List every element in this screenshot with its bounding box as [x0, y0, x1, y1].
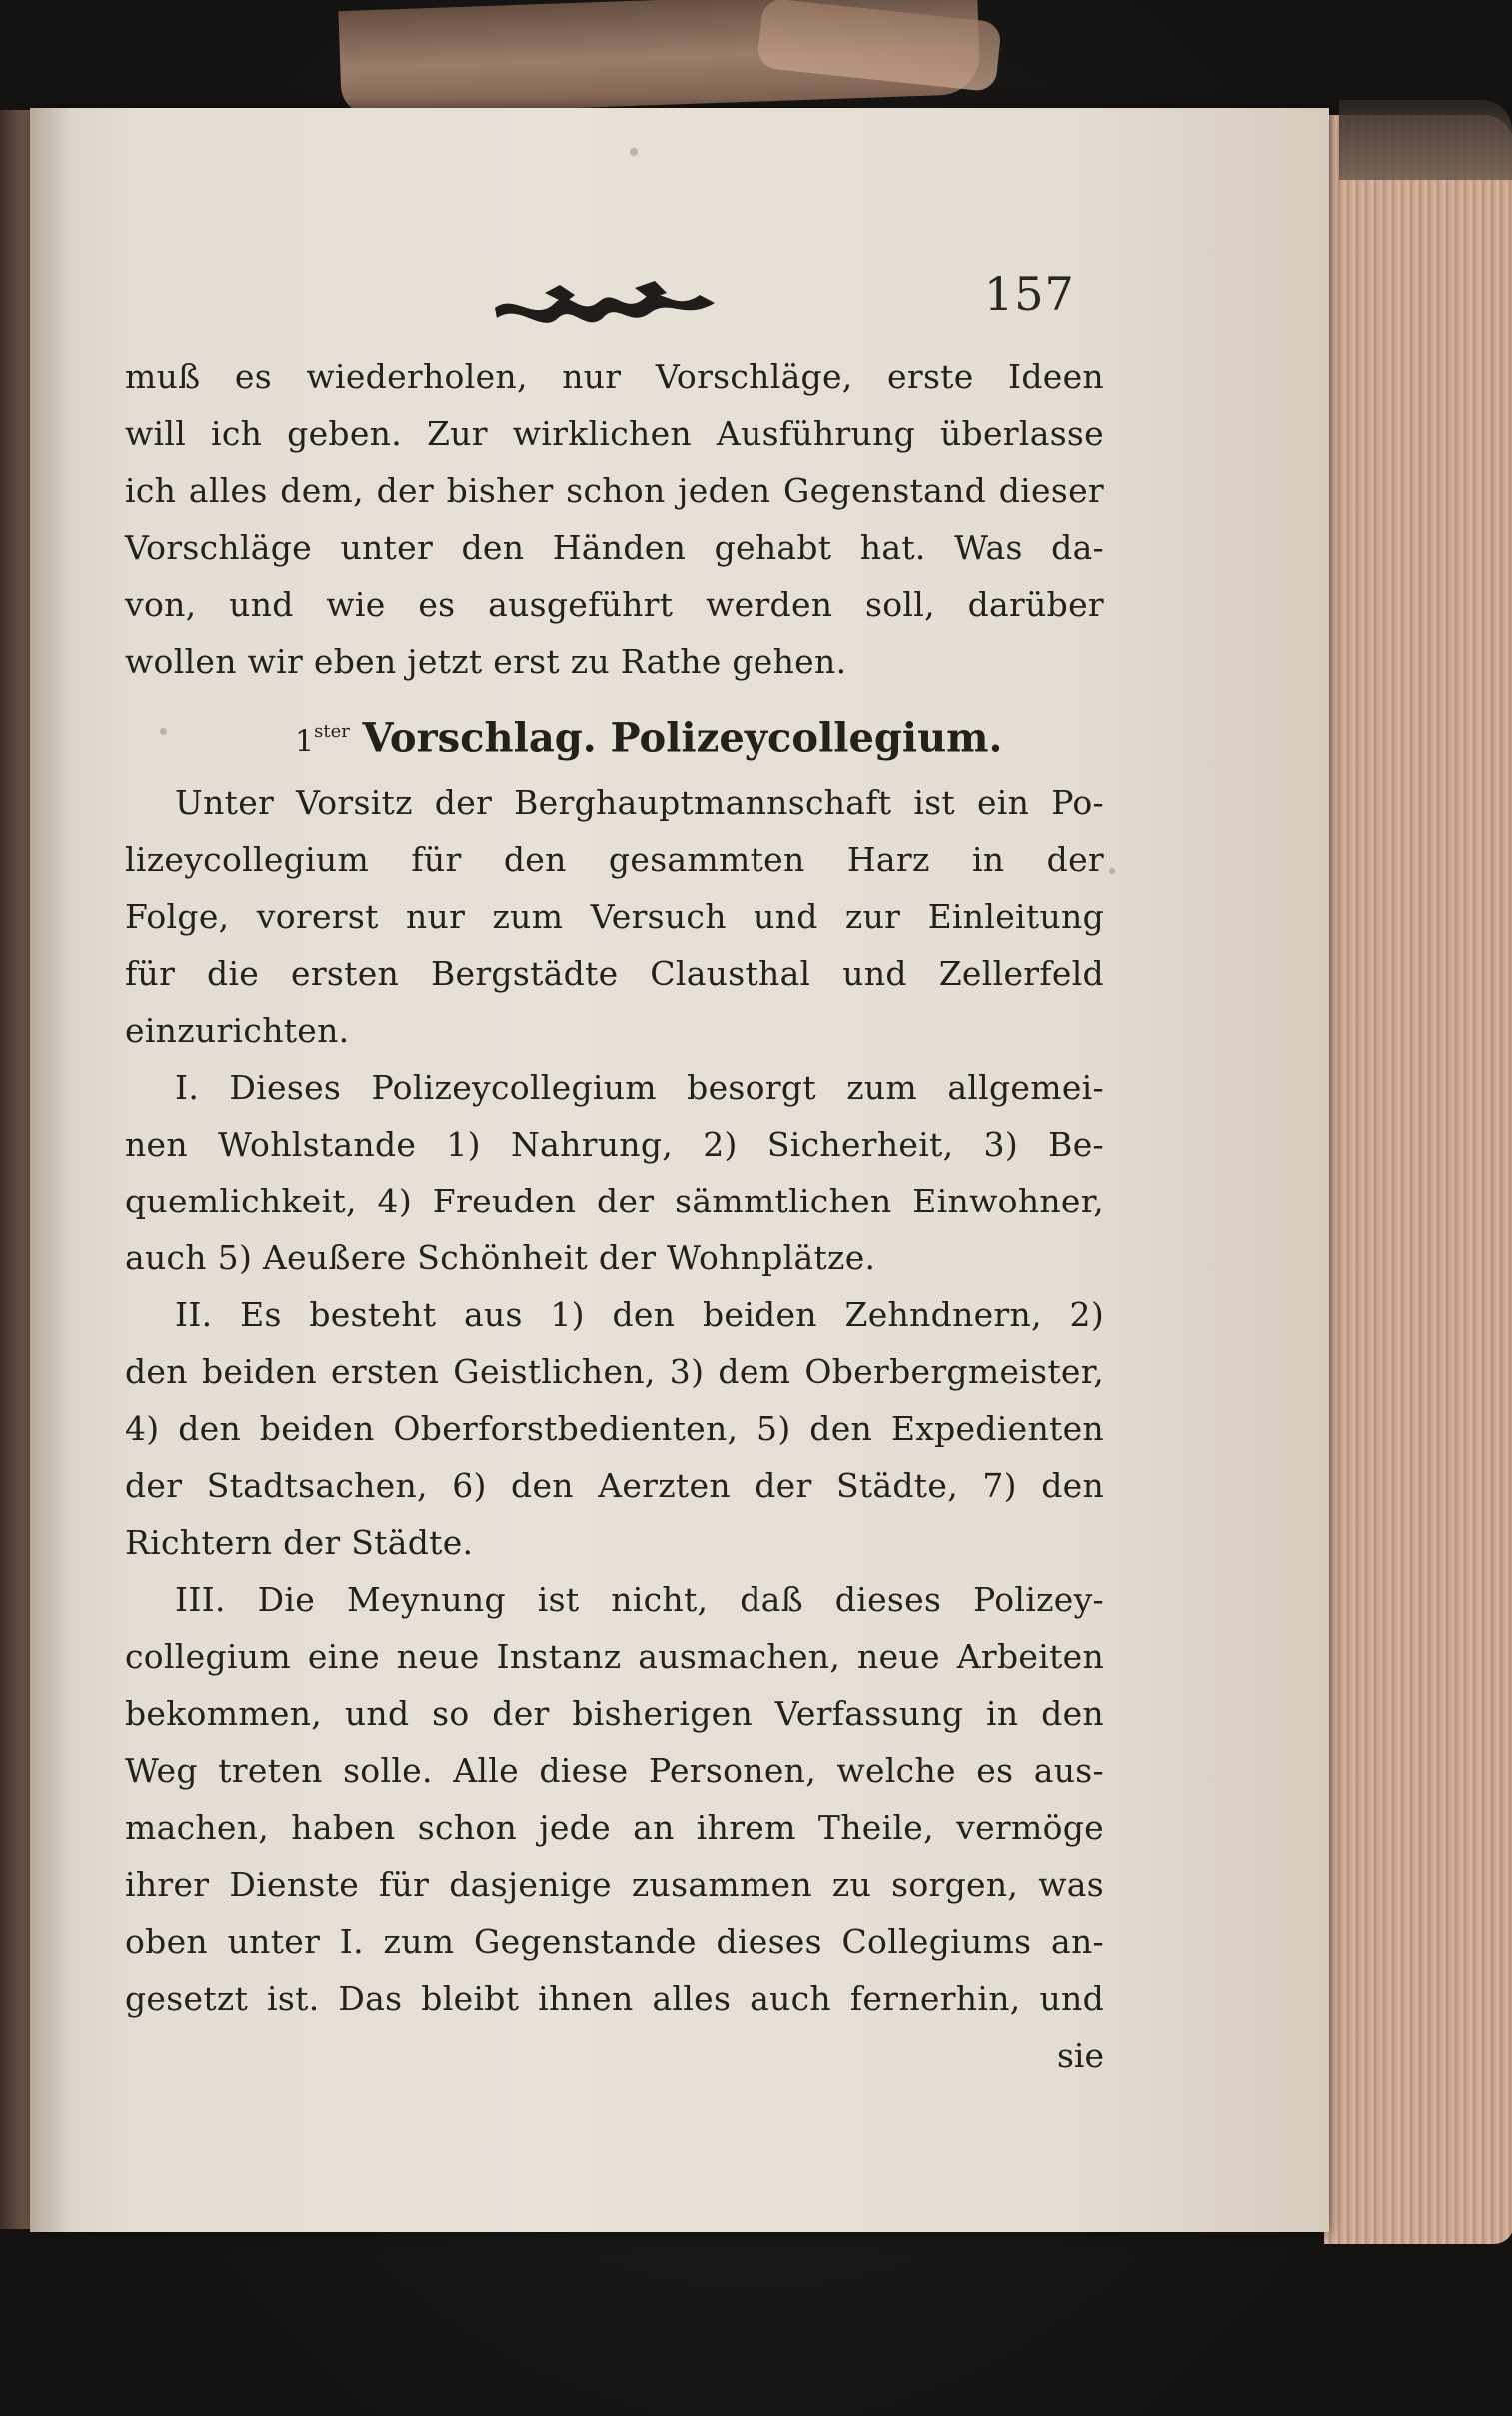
- text-line: Unter Vorsitz der Berghauptmannschaft ist ein Po-: [175, 783, 1104, 822]
- text-line: oben unter I. zum Gegenstande dieses Collegiums an-: [125, 1922, 1104, 1961]
- text-line: auch 5) Aeußere Schönheit der Wohnplätze.: [125, 1238, 876, 1277]
- ornament-icon: [485, 273, 725, 333]
- text-line: III. Die Meynung ist nicht, daß dieses Polizey-: [175, 1580, 1104, 1619]
- left-page-edge: [0, 110, 30, 2229]
- heading-ordinal-suffix: ster: [314, 721, 350, 742]
- heading-number: 1: [295, 724, 315, 760]
- text-line: von, und wie es ausgeführt werden soll, darüber: [125, 585, 1104, 624]
- text-line: Weg treten solle. Alle diese Personen, welche es aus-: [125, 1751, 1104, 1790]
- text-line: lizeycollegium für den gesammten Harz in der: [125, 840, 1104, 879]
- book-page: [30, 108, 1329, 2232]
- text-line: I. Dieses Polizeycollegium besorgt zum allgemei-: [175, 1068, 1104, 1107]
- text-line: gesetzt ist. Das bleibt ihnen alles auch fernerhin, und: [125, 1979, 1104, 2018]
- text-line: muß es wiederholen, nur Vorschläge, erste Ideen: [125, 357, 1104, 396]
- text-line: wollen wir eben jetzt erst zu Rathe gehen.: [125, 642, 847, 681]
- paragraph-section-i: [125, 1059, 1104, 1286]
- catchword: sie: [1056, 2036, 1104, 2075]
- paragraph-section-ii: [125, 1286, 1104, 1571]
- page-block-top-shadow: [1339, 100, 1512, 180]
- page-number: 157: [984, 267, 1075, 321]
- text-line: nen Wohlstande 1) Nahrung, 2) Sicherheit, 3) Be-: [125, 1125, 1104, 1164]
- text-line: Richtern der Städte.: [125, 1523, 474, 1562]
- paper-speck: [1109, 868, 1115, 874]
- page-block-fore-edge: [1324, 115, 1512, 2244]
- running-header: [30, 263, 1329, 333]
- text-line: quemlichkeit, 4) Freuden der sämmtlichen Einwohner,: [125, 1182, 1104, 1220]
- text-line: ich alles dem, der bisher schon jeden Gegenstand dieser: [125, 471, 1104, 510]
- body-text: [125, 348, 1104, 2084]
- text-line: einzurichten.: [125, 1011, 350, 1050]
- text-line: ihrer Dienste für dasjenige zusammen zu sorgen, was: [125, 1865, 1104, 1904]
- heading-title: Vorschlag. Polizeycollegium.: [362, 714, 1003, 762]
- paragraph-intro: [125, 348, 1104, 690]
- text-line: II. Es besteht aus 1) den beiden Zehndnern, 2): [175, 1295, 1104, 1334]
- paragraph-section-iii: [125, 1571, 1104, 2027]
- text-line: Folge, vorerst nur zum Versuch und zur Einleitung: [125, 897, 1104, 936]
- section-heading: [125, 702, 1104, 772]
- paper-speck: [630, 148, 638, 156]
- text-line: 4) den beiden Oberforstbedienten, 5) den Expedienten: [125, 1409, 1104, 1448]
- text-line: collegium eine neue Instanz ausmachen, neue Arbeiten: [125, 1637, 1104, 1676]
- text-line: Vorschläge unter den Händen gehabt hat. Was da-: [125, 528, 1104, 567]
- text-line: der Stadtsachen, 6) den Aerzten der Städte, 7) den: [125, 1466, 1104, 1505]
- text-line: will ich geben. Zur wirklichen Ausführung überlasse: [125, 414, 1104, 453]
- text-line: den beiden ersten Geistlichen, 3) dem Oberbergmeister,: [125, 1352, 1104, 1391]
- paragraph-proposal: [125, 774, 1104, 1059]
- text-line: bekommen, und so der bisherigen Verfassung in den: [125, 1694, 1104, 1733]
- text-line: machen, haben schon jede an ihrem Theile, vermöge: [125, 1808, 1104, 1847]
- gutter-shadow: [30, 108, 70, 2232]
- text-line: für die ersten Bergstädte Clausthal und Zellerfeld: [125, 954, 1104, 993]
